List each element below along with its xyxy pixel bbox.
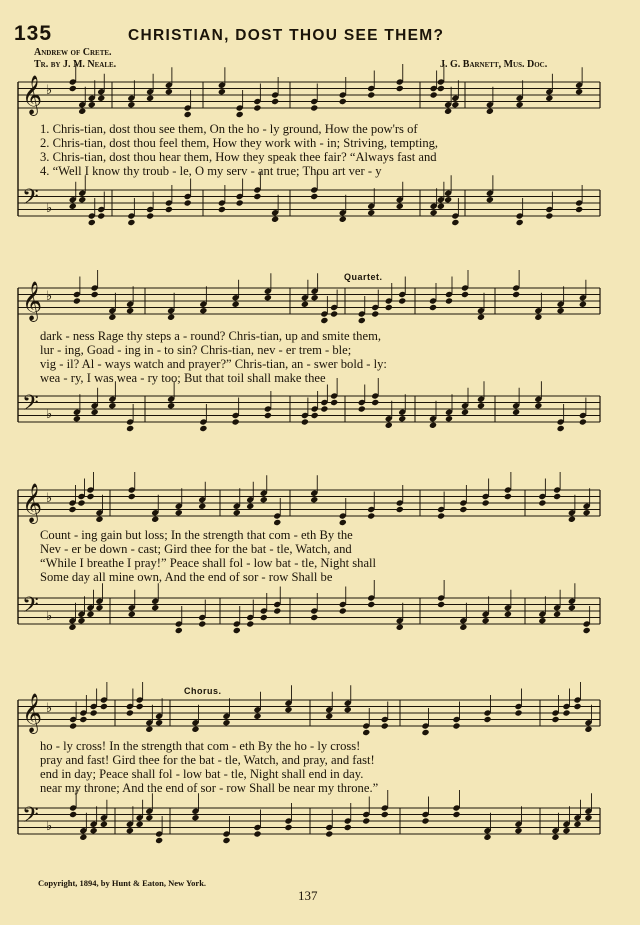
note-head [145, 726, 153, 733]
lyric-line: 3. Chris-tian, dost thou hear them, How they speak thee fair? “Always fast and [40, 150, 437, 164]
note-head [344, 706, 352, 713]
note-head [562, 709, 570, 716]
note-head [381, 722, 389, 729]
lyrics-block-4 [40, 739, 600, 795]
hymn-number: 135 [14, 22, 53, 45]
note-head [362, 729, 370, 736]
note-head [483, 716, 491, 723]
note-head [136, 703, 144, 710]
treble-clef-icon: 𝄞 [22, 483, 43, 523]
chorus-marking: Chorus. [184, 686, 222, 696]
note-head [69, 722, 77, 729]
lyric-line: dark - ness Rage thy steps a - round? Chris-tian, up and smite them, [40, 329, 382, 343]
composer-credit: J. G. Barnett, Mus. Doc. [440, 59, 548, 70]
note-head [551, 716, 559, 723]
flat-icon: ♭ [46, 201, 53, 216]
note-head [90, 709, 98, 716]
note-head [562, 827, 570, 834]
note-head [483, 834, 491, 841]
note-head [100, 821, 108, 828]
treble-clef-icon: 𝄞 [22, 281, 43, 321]
note-head [573, 703, 581, 710]
translator-credit: Tr. by J. M. Neale. [34, 59, 117, 70]
note-head [551, 834, 559, 841]
note-head [136, 821, 144, 828]
note-head [514, 827, 522, 834]
note-head [126, 827, 134, 834]
flat-icon: ♭ [46, 819, 53, 834]
note-head [222, 837, 230, 844]
lyric-line: Nev - er be down - cast; Gird thee for the bat - tle, Watch, and [40, 542, 352, 556]
flat-icon: ♭ [46, 289, 53, 304]
note-head [325, 830, 333, 837]
note-head [381, 811, 389, 818]
lyric-line: end in day; Peace shall fol - low bat - tle, Night shall end in day. [40, 767, 364, 781]
note-head [452, 811, 460, 818]
note-head [253, 713, 261, 720]
lyric-line: 1. Chris-tian, dost thou see them, On the ho - ly ground, How the pow'rs of [40, 122, 418, 136]
author-credit: Andrew of Crete. [34, 47, 112, 58]
note-head [573, 821, 581, 828]
flat-icon: ♭ [46, 491, 53, 506]
note-head [79, 834, 87, 841]
page-number: 137 [298, 888, 318, 903]
lyric-line: vig - il? Al - ways watch and prayer?” Chris-tian, an - swer bold - ly: [40, 357, 387, 371]
note-head [191, 814, 199, 821]
note-head [421, 817, 429, 824]
note-head [452, 722, 460, 729]
note-head [126, 709, 134, 716]
note-head [284, 824, 292, 831]
note-head [100, 703, 108, 710]
quartet-marking: Quartet. [344, 272, 383, 282]
note-head [90, 827, 98, 834]
note-head [421, 729, 429, 736]
lyric-line: near my throne; And the end of sor - row Shall be near my throne.” [40, 781, 379, 795]
note-head [584, 814, 592, 821]
note-head [584, 726, 592, 733]
lyric-line: Count - ing gain but loss; In the strength that com - eth By the [40, 528, 353, 542]
lyric-line: lur - ing, Goad - ing in - to sin? Chris-tian, nev - er trem - ble; [40, 343, 352, 357]
treble-clef-icon: 𝄞 [22, 693, 43, 733]
note-head [253, 830, 261, 837]
lyric-line: pray and fast! Gird thee for the bat - tle, Watch, and pray, and fast! [40, 753, 375, 767]
note-head [79, 716, 87, 723]
copyright-notice: Copyright, 1894, by Hunt & Eaton, New York. [38, 878, 207, 888]
flat-icon: ♭ [46, 83, 53, 98]
note-head [155, 837, 163, 844]
treble-clef-icon: 𝄞 [22, 75, 43, 115]
note-head [191, 726, 199, 733]
lyric-line: wea - ry, I was wea - ry too; But that toil shall make thee [40, 371, 326, 385]
note-head [362, 817, 370, 824]
bass-clef-icon: 𝄢 [22, 185, 39, 215]
bass-clef-icon: 𝄢 [22, 391, 39, 421]
note-head [325, 713, 333, 720]
lyric-line: “While I breathe I pray!” Peace shall fol - low bat - tle, Night shall [40, 556, 377, 570]
lyric-line: 2. Chris-tian, dost thou feel them, How they work with - in; Striving, tempting, [40, 136, 439, 150]
lyric-line: 4. “Well I know thy troub - le, O my serv - ant true; Thou art ver - y [40, 164, 382, 178]
note-head [145, 814, 153, 821]
bass-clef-icon: 𝄢 [22, 803, 39, 833]
note-head [222, 719, 230, 726]
lyric-line: ho - ly cross! In the strength that com - eth By the ho - ly cross! [40, 739, 361, 753]
note-head [514, 709, 522, 716]
note-head [344, 824, 352, 831]
note-head [284, 706, 292, 713]
flat-icon: ♭ [46, 407, 53, 422]
hymn-title: CHRISTIAN, DOST THOU SEE THEM? [128, 27, 445, 44]
flat-icon: ♭ [46, 701, 53, 716]
bass-clef-icon: 𝄢 [22, 593, 39, 623]
note-head [155, 719, 163, 726]
lyric-line: Some day all mine own, And the end of sor - row Shall be [40, 570, 333, 584]
note-head [69, 811, 77, 818]
flat-icon: ♭ [46, 609, 53, 624]
